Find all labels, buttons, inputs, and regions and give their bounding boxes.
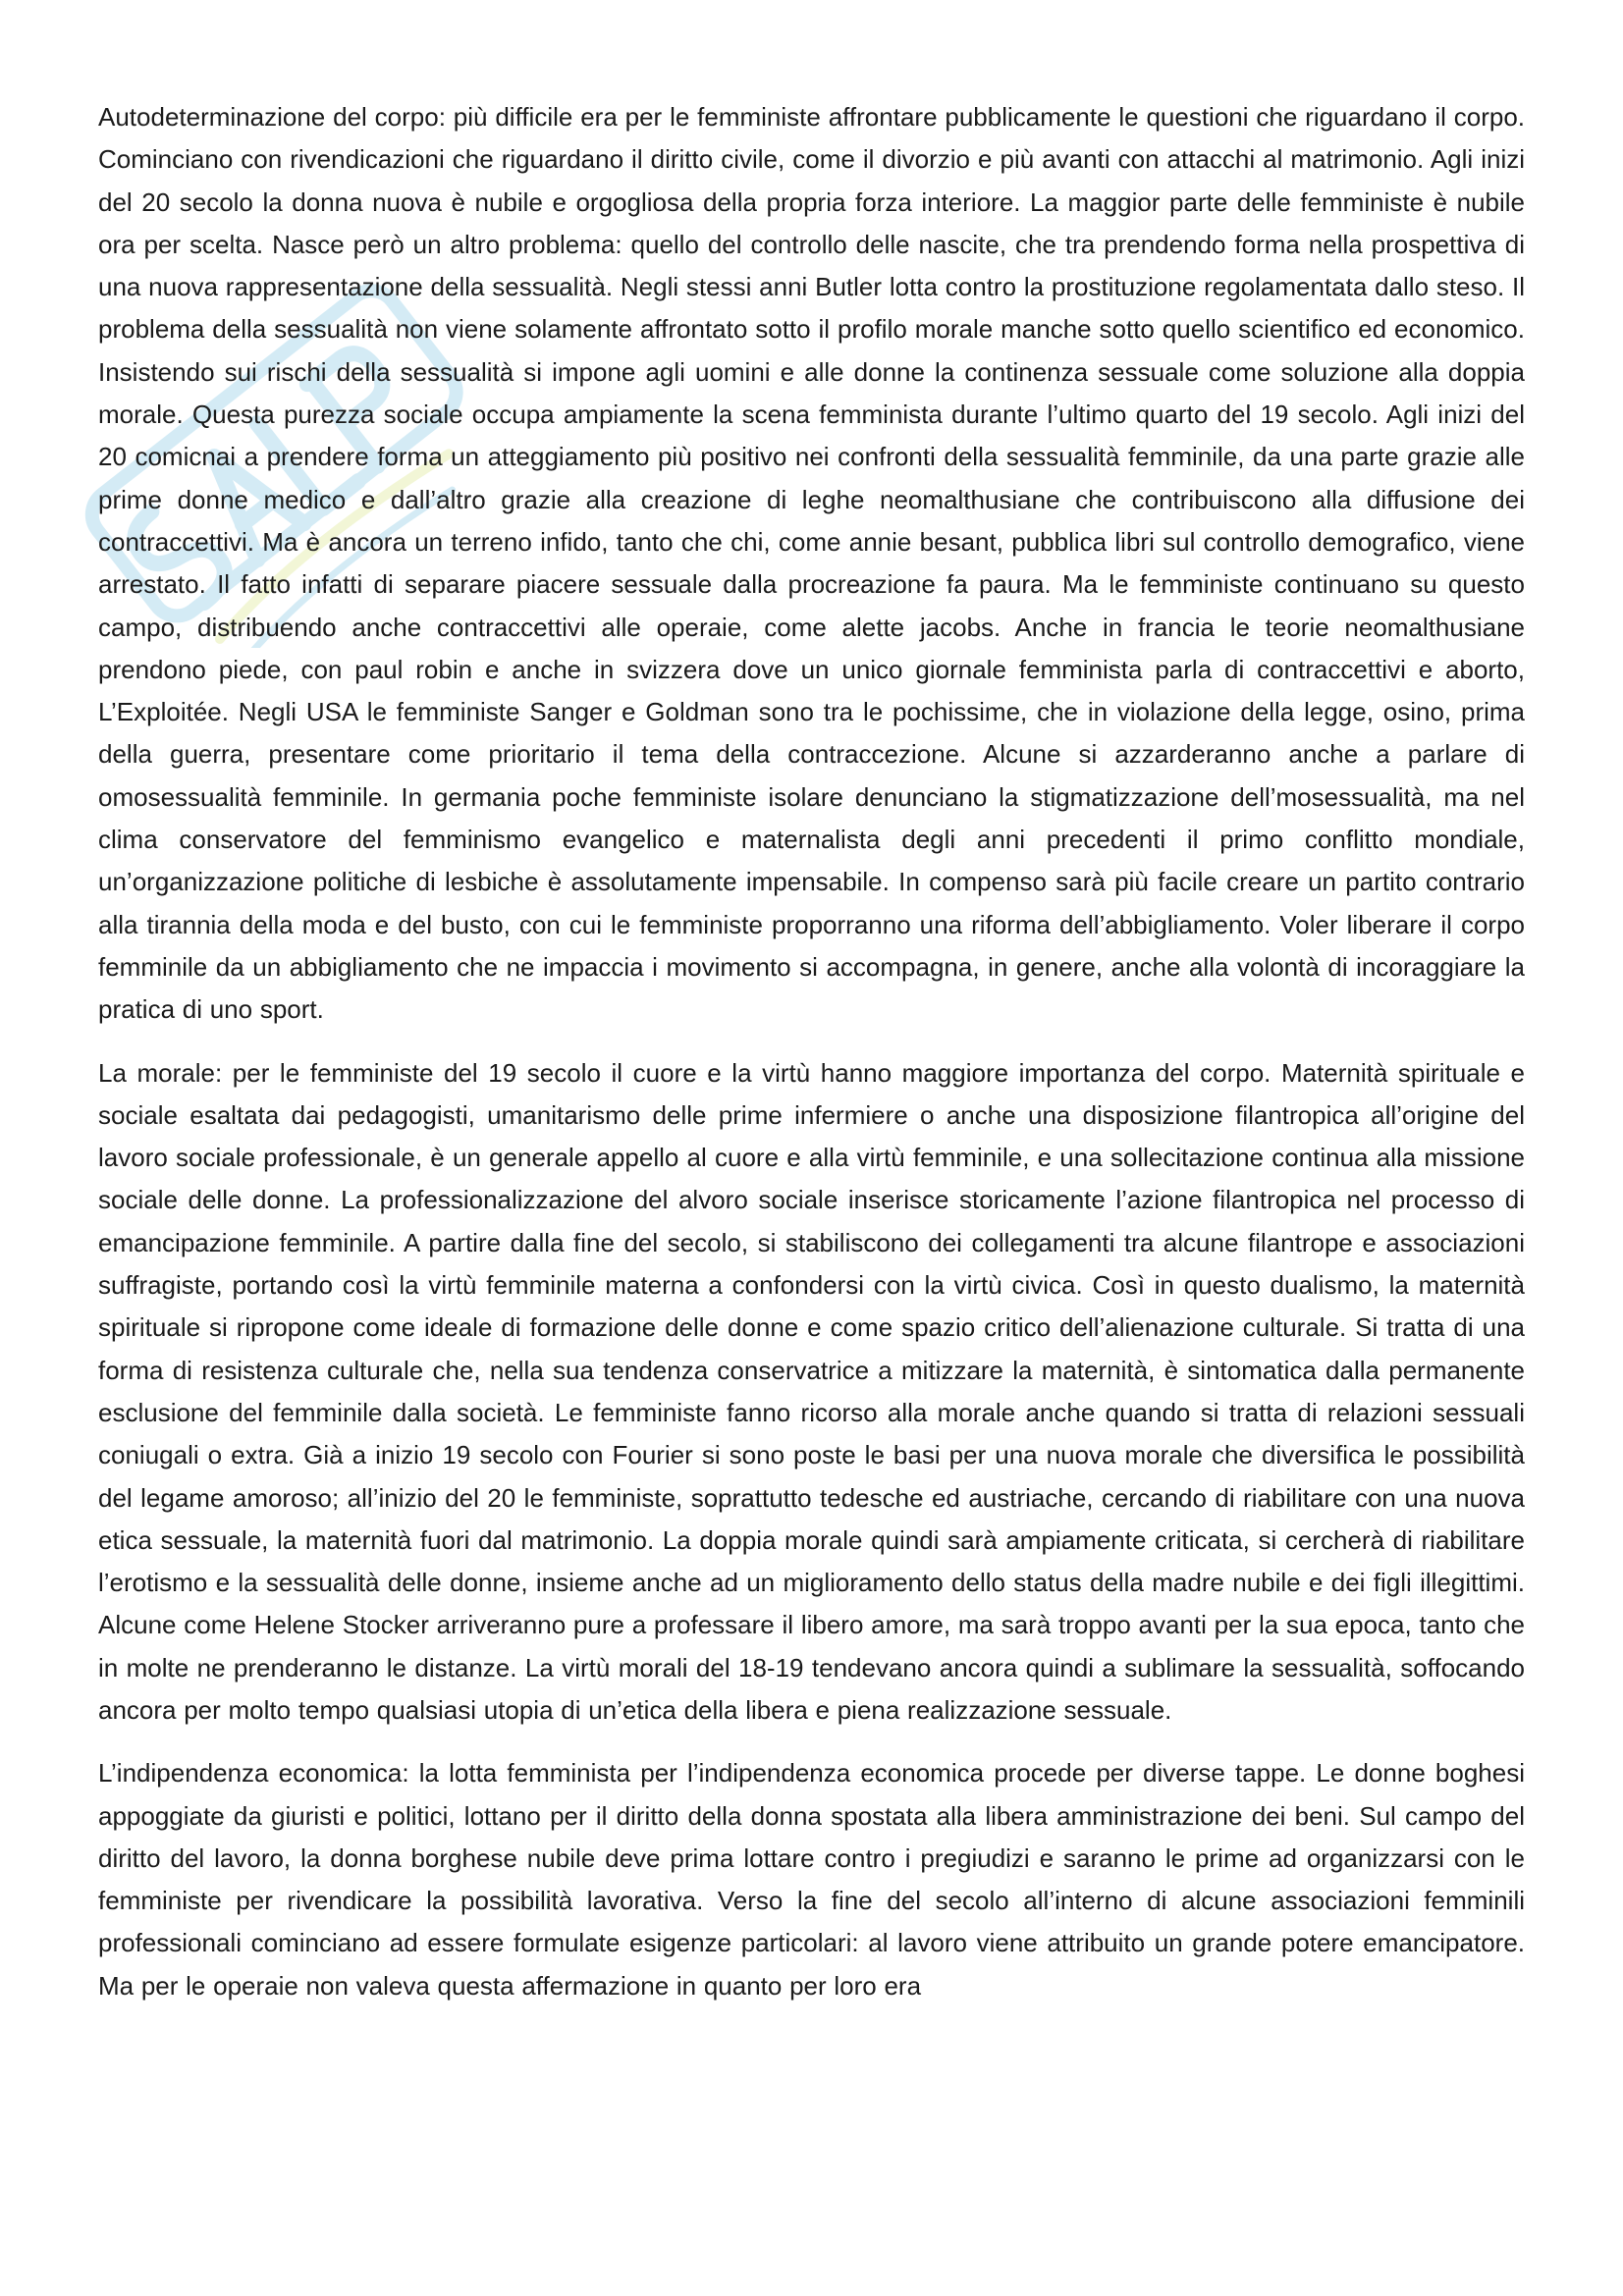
paragraph-morality: La morale: per le femministe del 19 secolo il cuore e la virtù hanno maggiore importanza del corpo. Maternità spirituale e sociale esaltata dai pedagogisti, umanitarismo delle prime infermiere o anche una disposizione filantropica all’origine del lavoro sociale professionale, è un generale appello al cuore e alla virtù femminile, e una sollecitazione continua alla missione sociale delle donne. La professionalizzazione del alvoro sociale inserisce storicamente l’azione filantropica nel processo di emancipazione femminile. A partire dalla fine del secolo, si stabiliscono dei collegamenti tra alcune filantrope e associazioni suffragiste, portando così la virtù femminile materna a confondersi con la virtù civica. Così in questo dualismo, la maternità spirituale si ripropone come ideale di formazione delle donne e come spazio critico dell’alienazione culturale. Si tratta di una forma di resistenza culturale che, nella sua tendenza conservatrice a mitizzare la maternità, è sintomatica dalla permanente esclusione del femminile dalla società. Le femministe fanno ricorso alla morale anche quando si tratta di relazioni sessuali coniugali o extra. Già a inizio 19 secolo con Fourier si sono poste le basi per una nuova morale che diversifica le possibilità del legame amoroso; all’inizio del 20 le femministe, soprattutto tedesche ed austriache, cercando di riabilitare con una nuova etica sessuale, la maternità fuori dal matrimonio. La doppia morale quindi sarà ampiamente criticata, si cercherà di riabilitare l’erotismo e la sessualità delle donne, insieme anche ad un miglioramento dello status della madre nubile e dei figli illegittimi. Alcune come Helene Stocker arriveranno pure a professare il libero amore, ma sarà troppo avanti per la sua epoca, tanto che in molte ne prenderanno le distanze. La virtù morali del 18-19 tendevano ancora quindi a sublimare la sessualità, soffocando ancora per molto tempo qualsiasi utopia di un’etica della libera e piena realizzazione sessuale. <box>98 1057 1525 1725</box>
document-body <box>98 96 1525 2028</box>
paragraph-economic-independence: L’indipendenza economica: la lotta femminista per l’indipendenza economica procede per diverse tappe. Le donne boghesi appoggiate da giuristi e politici, lottano per il diritto della donna spostata alla libera amministrazione dei beni. Sul campo del diritto del lavoro, la donna borghese nubile deve prima lottare contro i pregiudizi e saranno le prime ad organizzarsi con le femministe per rivendicare la possibilità lavorativa. Verso la fine del secolo all’interno di alcune associazioni femminili professionali cominciano ad essere formulate esigenze particolari: al lavoro viene attribuito un grande potere emancipatore. Ma per le operaie non valeva questa affermazione in quanto per loro era <box>98 1758 1525 2001</box>
paragraph-body-autonomy: Autodeterminazione del corpo: più difficile era per le femministe affrontare pubblicamente le questioni che riguardano il corpo. Cominciano con rivendicazioni che riguardano il diritto civile, come il divorzio e più avanti con attacchi al matrimonio. Agli inizi del 20 secolo la donna nuova è nubile e orgogliosa della propria forza interiore. La maggior parte delle femministe è nubile ora per scelta. Nasce però un altro problema: quello del controllo delle nascite, che tra prendendo forma nella prospettiva di una nuova rappresentazione della sessualità. Negli stessi anni Butler lotta contro la prostituzione regolamentata dallo steso. Il problema della sessualità non viene solamente affrontato sotto il profilo morale manche sotto quello scientifico ed economico. Insistendo sui rischi della sessualità si impone agli uomini e alle donne la continenza sessuale come soluzione alla doppia morale. Questa purezza sociale occupa ampiamente la scena femminista durante l’ultimo quarto del 19 secolo. Agli inizi del 20 comicnai a prendere forma un atteggiamento più positivo nei confronti della sessualità femminile, da una parte grazie alle prime donne medico e dall’altro grazie alla creazione di leghe neomalthusiane che contribuiscono alla diffusione dei contraccettivi. Ma è ancora un terreno infido, tanto che chi, come annie besant, pubblica libri sul controllo demografico, viene arrestato. Il fatto infatti di separare piacere sessuale dalla procreazione fa paura. Ma le femministe continuano su questo campo, distribuendo anche contraccettivi alle operaie, come alette jacobs. Anche in francia le teorie neomalthusiane prendono piede, con paul robin e anche in svizzera dove un unico giornale femminista parla di contraccettivi e aborto, L’Exploitée. Negli USA le femministe Sanger e Goldman sono tra le pochissime, che in violazione della legge, osino, prima della guerra, presentare come prioritario il tema della contraccezione. Alcune si azzarderanno anche a parlare di omosessualità femminile. In germania poche femministe isolare denunciano la stigmatizzazione dell’mosessualità, ma nel clima conservatore del femminismo evangelico e maternalista degli anni precedenti il primo conflitto mondiale, un’organizzazione politiche di lesbiche è assolutamente impensabile. In compenso sarà più facile creare un partito contrario alla tirannia della moda e del busto, con cui le femministe proporranno una riforma dell’abbigliamento. Voler liberare il corpo femminile da un abbigliamento che ne impaccia i movimento si accompagna, in genere, anche alla volontà di incoraggiare la pratica di uno sport. <box>98 102 1525 1025</box>
